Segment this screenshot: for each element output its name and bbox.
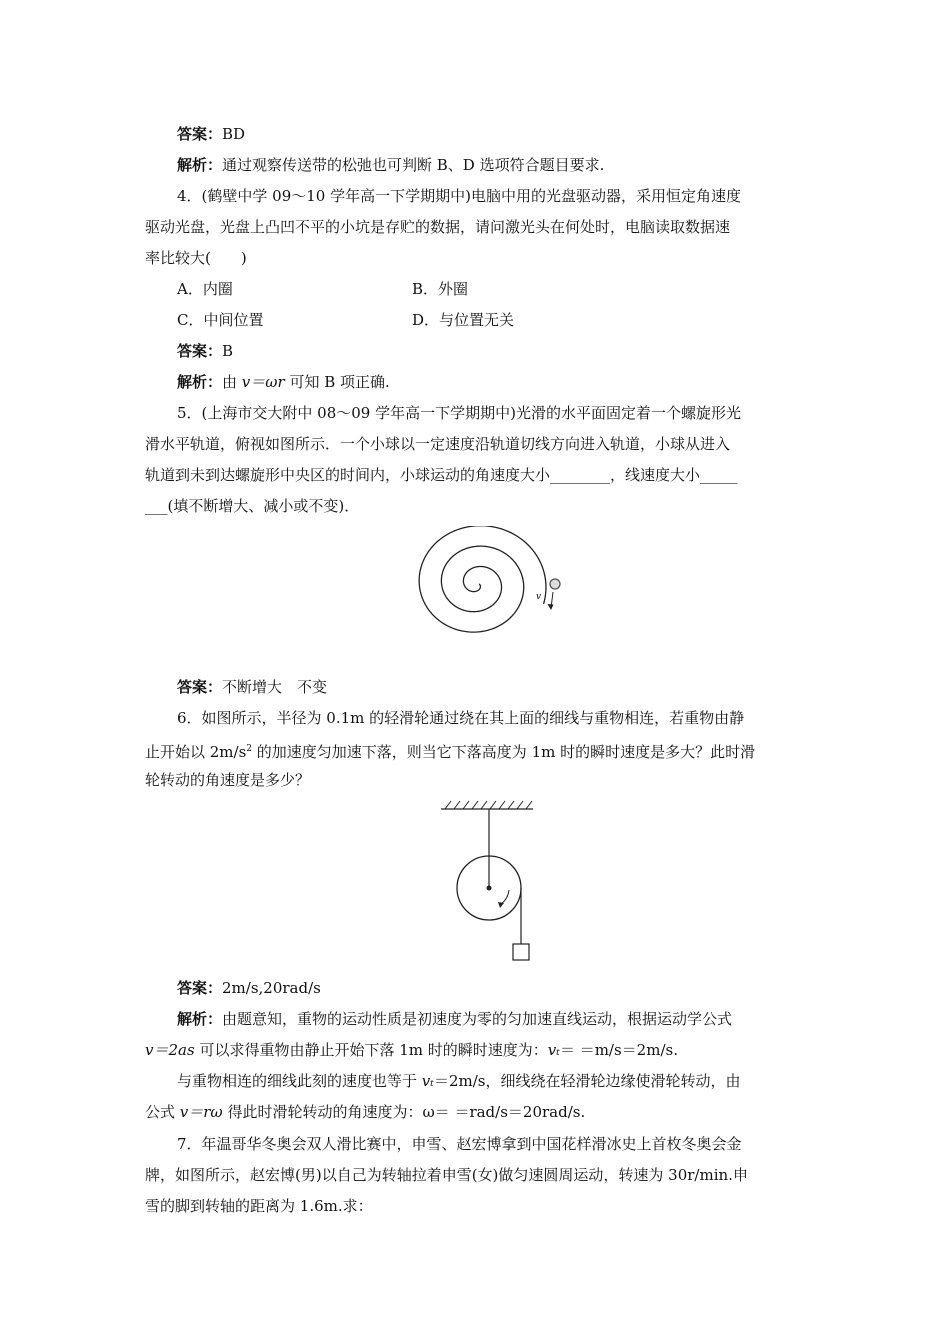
formula: v＝2as — [145, 1041, 195, 1059]
velocity-label: v — [536, 592, 542, 602]
q5-stem-line-3: 轨道到未到达螺旋形中央区的时间内，小球运动的角速度大小________，线速度大小_____ — [145, 466, 738, 484]
ceiling-hatching — [445, 801, 532, 809]
q5-stem-line-4: ___(填不断增大、减小或不变)． — [145, 497, 360, 515]
q6-stem-line-2: 止开始以 $2m/s^2$ 的加速度匀加速下落，则当它下落高度为 1m 时的瞬时速度是多大？此时滑 — [145, 743, 756, 761]
rotation-arrow — [501, 890, 509, 904]
q5-stem-line-1: 5．(上海市交大附中 08～09 学年高一下学期期中)光滑的水平面固定着一个螺旋形光 — [177, 404, 741, 422]
spiral-track — [419, 526, 546, 632]
q5-stem-line-2: 滑水平轨道，俯视如图所示．一个小球以一定速度沿轨道切线方向进入轨道，小球从进入 — [145, 435, 731, 453]
formula: v＝ωr — [241, 373, 285, 391]
q4-analysis: 解析：由 v＝ωr 可知 B 项正确. — [177, 373, 390, 391]
q4-answer: 答案：B — [177, 342, 234, 360]
q6-answer: 答案：2m/s,20rad/s — [177, 979, 321, 997]
formula: v＝rω — [179, 1103, 223, 1121]
q7-stem-line-1: 7．年温哥华冬奥会双人滑比赛中，申雪、赵宏博拿到中国花样滑冰史上首枚冬奥会金 — [177, 1135, 742, 1153]
q3-analysis: 解析：通过观察传送带的松弛也可判断 B、D 选项符合题目要求. — [177, 156, 605, 174]
spiral-track-figure — [407, 526, 567, 666]
pulley-axle — [487, 886, 492, 891]
q4-stem-line-3: 率比较大( ) — [145, 249, 247, 267]
q4-stem-line-1: 4．(鹤壁中学 09～10 学年高一下学期期中)电脑中用的光盘驱动器，采用恒定角速度 — [177, 187, 741, 205]
q6-stem-line-1: 6．如图所示，半径为 0.1m 的轻滑轮通过绕在其上面的细线与重物相连，若重物由静 — [177, 709, 745, 727]
q7-stem-line-2: 牌，如图所示，赵宏博(男)以自己为转轴拉着申雪(女)做匀速圆周运动，转速为 30r/min.申 — [145, 1166, 748, 1184]
q6-analysis-line-3: 与重物相连的细线此刻的速度也等于 vₜ＝2m/s，细线绕在轻滑轮边缘使滑轮转动，由 — [177, 1072, 741, 1090]
q4-option-b: B．外圈 — [412, 280, 469, 298]
q6-stem-line-3: 轮转动的角速度是多少？ — [145, 771, 311, 789]
q4-option-a: A．内圈 — [177, 280, 233, 298]
q6-analysis-line-4: 公式 v＝rω 得此时滑轮转动的角速度为：ω＝ ＝rad/s＝20rad/s. — [145, 1103, 586, 1121]
q5-answer: 答案：不断增大 不变 — [177, 678, 328, 696]
q6-analysis-line-1: 解析：由题意知，重物的运动性质是初速度为零的匀加速直线运动，根据运动学公式 — [177, 1010, 733, 1028]
q4-stem-line-2: 驱动光盘，光盘上凸凹不平的小坑是存贮的数据，请问激光头在何处时，电脑读取数据速 — [145, 218, 731, 236]
weight-block — [513, 944, 529, 960]
pulley-figure — [437, 798, 537, 966]
q3-answer: 答案：BD — [177, 125, 246, 143]
q6-analysis-line-2: v＝2as 可以求得重物由静止开始下落 1m 时的瞬时速度为：vₜ＝ ＝m/s＝2m/s. — [145, 1041, 678, 1059]
rotation-arrowhead — [498, 902, 504, 908]
velocity-arrowhead — [548, 604, 554, 610]
ball — [550, 579, 560, 589]
q7-stem-line-3: 雪的脚到转轴的距离为 1.6m.求： — [145, 1197, 373, 1215]
q4-option-c: C．中间位置 — [177, 311, 264, 329]
q4-option-d: D．与位置无关 — [412, 311, 515, 329]
